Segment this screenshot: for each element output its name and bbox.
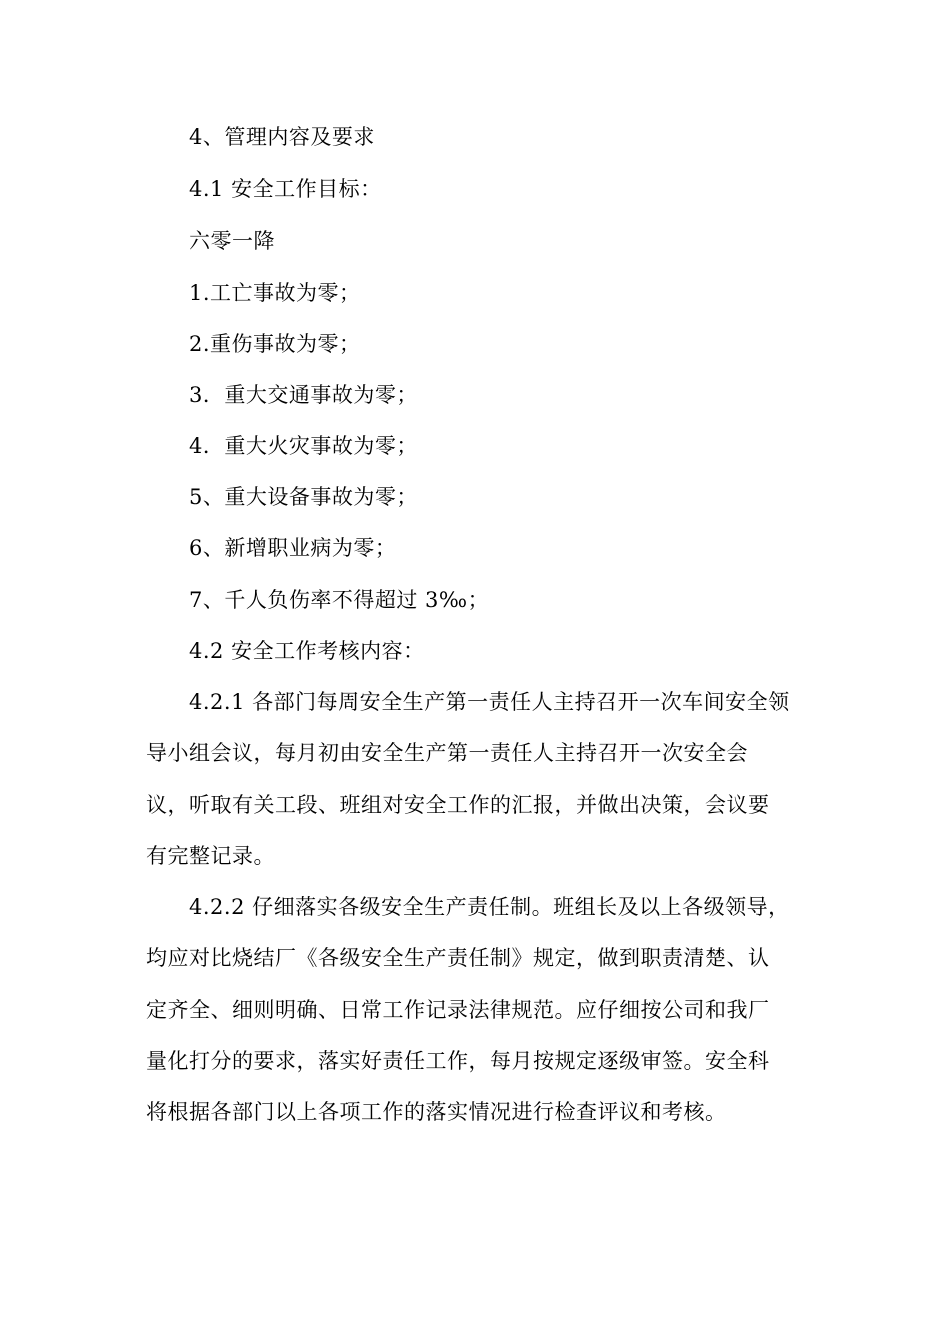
goal-item: 7、千人负伤率不得超过 3‰； — [189, 588, 490, 612]
goal-item: 4．重大火灾事故为零； — [189, 434, 418, 458]
paragraph-line: 均应对比烧结厂《各级安全生产责任制》规定，做到职责清楚、认 — [146, 946, 770, 970]
section-heading-4: 4、管理内容及要求 — [189, 125, 375, 149]
paragraph-line: 量化打分的要求，落实好责任工作，每月按规定逐级审签。安全科 — [146, 1049, 770, 1073]
section-heading-4-1: 4.1 安全工作目标： — [189, 177, 382, 201]
goal-item: 3．重大交通事故为零； — [189, 383, 418, 407]
section-heading-4-2: 4.2 安全工作考核内容： — [189, 639, 425, 663]
paragraph-line: 议，听取有关工段、班组对安全工作的汇报，并做出决策，会议要 — [146, 793, 770, 817]
goal-title: 六零一降 — [189, 229, 275, 253]
paragraph-line: 4.2.2 仔细落实各级安全生产责任制。班组长及以上各级领导， — [189, 895, 790, 919]
paragraph-line: 有完整记录。 — [146, 844, 275, 868]
paragraph-line: 定齐全、细则明确、日常工作记录法律规范。应仔细按公司和我厂 — [146, 998, 770, 1022]
goal-item: 2.重伤事故为零； — [189, 332, 361, 356]
goal-item: 5、重大设备事故为零； — [189, 485, 418, 509]
paragraph-line: 4.2.1 各部门每周安全生产第一责任人主持召开一次车间安全领 — [189, 690, 790, 714]
goal-item: 1.工亡事故为零； — [189, 281, 361, 305]
goal-item: 6、新增职业病为零； — [189, 536, 397, 560]
paragraph-line: 导小组会议，每月初由安全生产第一责任人主持召开一次安全会 — [146, 741, 748, 765]
paragraph-line: 将根据各部门以上各项工作的落实情况进行检查评议和考核。 — [146, 1100, 727, 1124]
